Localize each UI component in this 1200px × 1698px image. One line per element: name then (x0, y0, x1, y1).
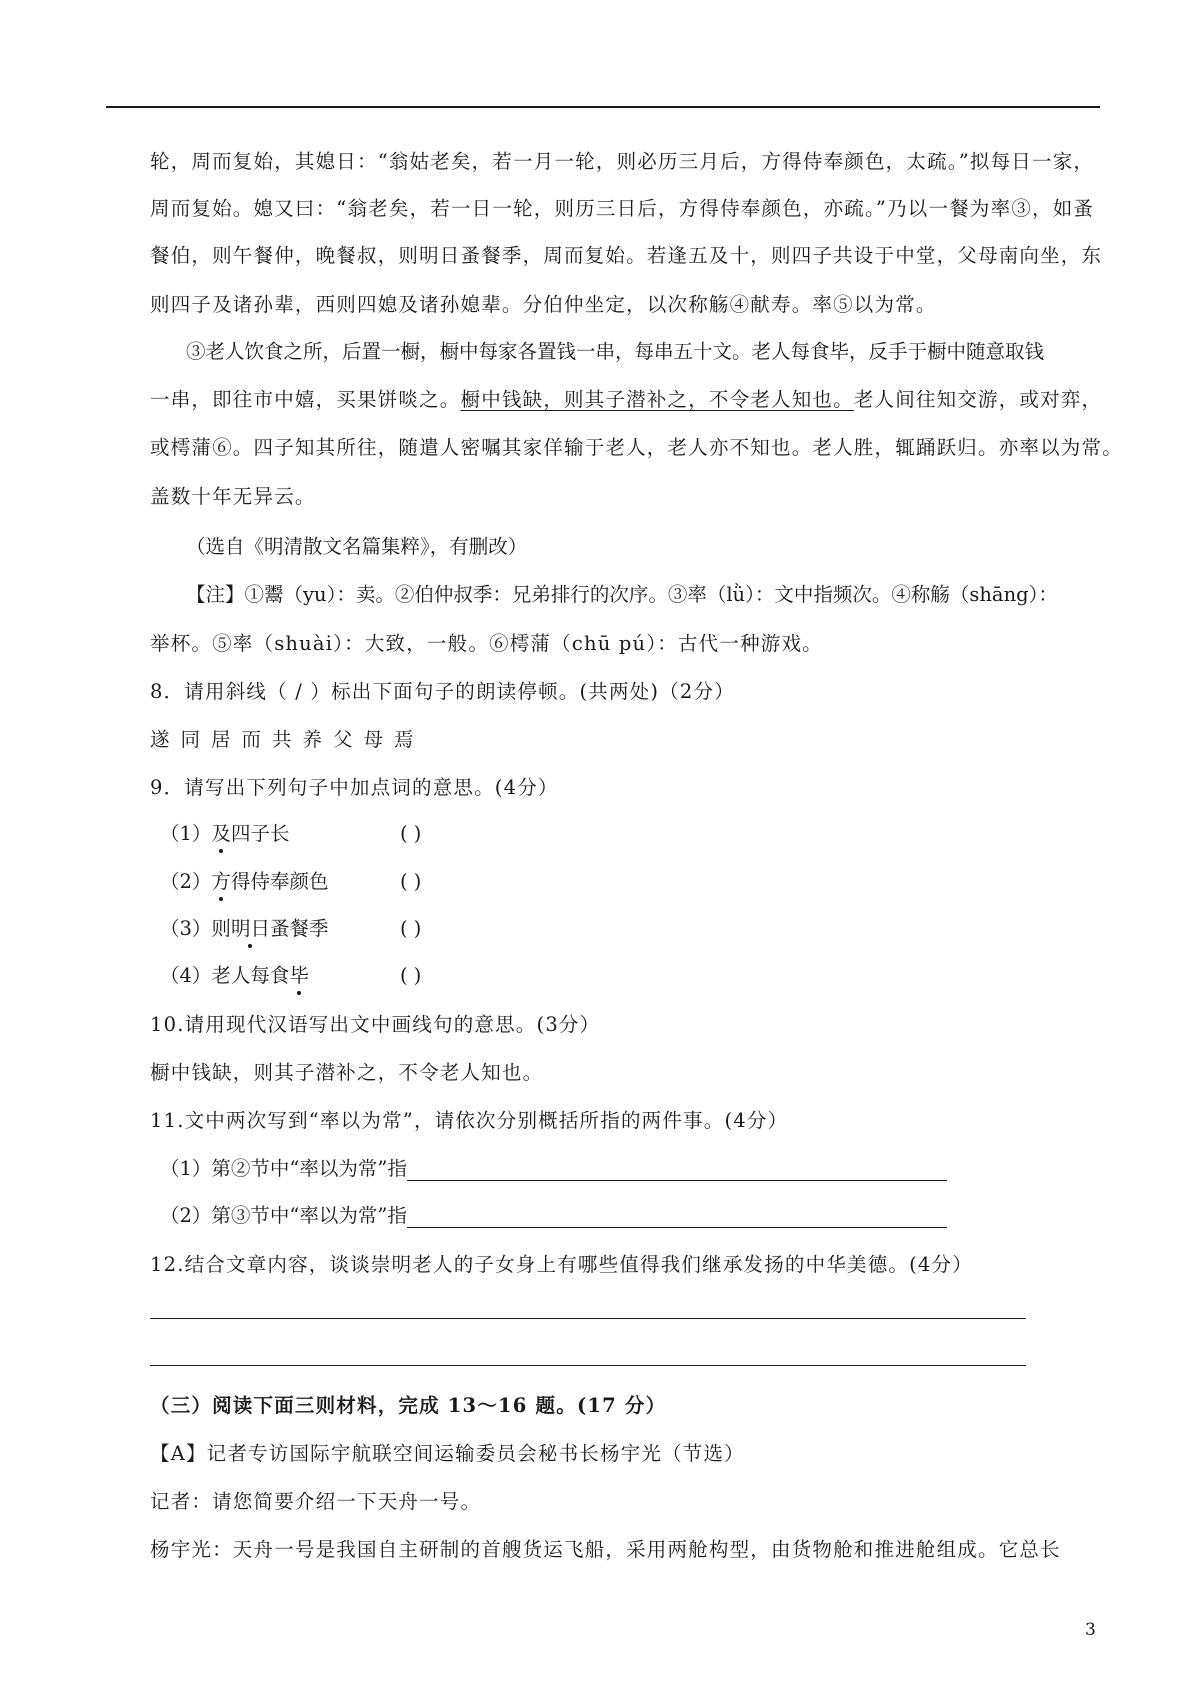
note-line-2: 举杯。⑤率（shuài）：大致，一般。⑥樗蒲（chū pú）：古代一种游戏。 (150, 632, 823, 655)
q11-item-label: （1）第②节中“率以为常”指 (160, 1157, 407, 1180)
q11-item-1 (160, 1157, 947, 1181)
answer-blank[interactable]: ( ) (400, 822, 422, 845)
answer-line[interactable] (150, 1365, 1026, 1366)
section-3-heading: （三）阅读下面三则材料，完成 13～16 题。(17 分） (150, 1394, 667, 1417)
q9-item-4 (160, 964, 422, 988)
answer-line[interactable] (407, 1160, 947, 1181)
q9-item-num: （4） (160, 964, 212, 987)
material-a-title: 【A】记者专访国际宇航联空间运输委员会秘书长杨宇光（节选） (150, 1442, 745, 1465)
passage-line-1: 轮，周而复始，其媳日：“翁姑老矣，若一月一轮，则必历三月后，方得侍奉颜色，太疏。”拟每日一家， (150, 150, 1095, 173)
q9-item-post: 得侍奉颜色 (230, 870, 329, 893)
dotted-word: 及 (211, 822, 231, 845)
answer-blank[interactable]: ( ) (400, 917, 422, 940)
source-citation: （选自《明清散文名篇集粹》，有删改） (186, 535, 528, 558)
q9-item-post: 四子长 (230, 822, 290, 845)
underlined-sentence: 橱中钱缺，则其子潜补之，不令老人知也。 (460, 388, 854, 411)
note-line-1: 【注】①鬻（yu）：卖。②伯仲叔季：兄弟排行的次序。③率（lǜ）：文中指频次。④称觞（shāng）： (186, 583, 1058, 606)
page-number: 3 (1085, 1620, 1096, 1640)
passage-p3-line-3: 或樗蒲⑥。四子知其所往，随遣人密嘱其家佯输于老人，老人亦不知也。老人胜，辄踊跃归。亦率以为常。 (150, 436, 1123, 459)
passage-p3-line-2 (150, 388, 1102, 412)
q9-item-num: （1） (160, 822, 212, 845)
passage-line-4: 则四子及诸孙辈，西则四媳及诸孙媳辈。分伯仲坐定，以次称觞④献寿。率⑤以为常。 (150, 293, 937, 316)
q9-item-1 (160, 822, 422, 846)
q9-item-2 (160, 870, 422, 894)
q9-item-3 (160, 917, 422, 941)
q9-item-post: 蚤餐季 (269, 917, 329, 940)
dotted-word: 毕 (289, 964, 309, 987)
passage-p3-line-1: ③老人饮食之所，后置一橱，橱中每家各置钱一串，每串五十文。老人每食毕，反手于橱中随意取钱 (186, 340, 1045, 363)
answer-line[interactable] (150, 1318, 1026, 1319)
q9-item-pre: 则 (211, 917, 231, 940)
q9-item-num: （3） (160, 917, 212, 940)
answer-blank[interactable]: ( ) (400, 870, 422, 893)
reporter-question: 记者：请您简要介绍一下天舟一号。 (150, 1490, 482, 1513)
answer-blank[interactable]: ( ) (400, 964, 422, 987)
q11-item-label: （2）第③节中“率以为常”指 (160, 1204, 407, 1227)
dotted-word: 明日 (230, 917, 270, 940)
passage-line-3: 餐伯，则午餐仲，晚餐叔，则明日蚤餐季，周而复始。若逢五及十，则四子共设于中堂，父母南向坐，东 (150, 244, 1103, 267)
question-10-sentence: 橱中钱缺，则其子潜补之，不令老人知也。 (150, 1061, 544, 1084)
header-rule (106, 106, 1100, 108)
passage-line-2: 周而复始。媳又曰：“翁老矣，若一日一轮，则历三日后，方得侍奉颜色，亦疏。”乃以一餐为率③，如蚤 (150, 197, 1095, 220)
interviewee-answer: 杨宇光：天舟一号是我国自主研制的首艘货运飞船，采用两舱构型，由货物舱和推进舱组成。它总长 (150, 1538, 1061, 1561)
question-12: 12.结合文章内容，谈谈崇明老人的子女身上有哪些值得我们继承发扬的中华美德。(4分） (150, 1253, 973, 1276)
q9-item-pre: 老人每食 (211, 964, 290, 987)
answer-line[interactable] (407, 1207, 947, 1228)
p3-line2-after: 老人间往知交游，或对弈， (853, 388, 1103, 411)
question-8-sentence: 遂同居而共养父母焉 (150, 728, 425, 751)
passage-p3-line-4: 盖数十年无异云。 (150, 485, 316, 508)
question-8: 8．请用斜线（ / ）标出下面句子的朗读停顿。(共两处)（2分） (150, 680, 735, 703)
q11-item-2 (160, 1204, 947, 1228)
q9-item-num: （2） (160, 870, 212, 893)
p3-line2-before: 一串，即往市中嬉，买果饼啖之。 (150, 388, 461, 411)
question-11: 11.文中两次写到“率以为常”，请依次分别概括所指的两件事。(4分） (150, 1109, 789, 1132)
question-9: 9．请写出下列句子中加点词的意思。(4分） (150, 776, 559, 799)
dotted-word: 方 (211, 870, 231, 893)
question-10: 10.请用现代汉语写出文中画线句的意思。(3分） (150, 1013, 601, 1036)
